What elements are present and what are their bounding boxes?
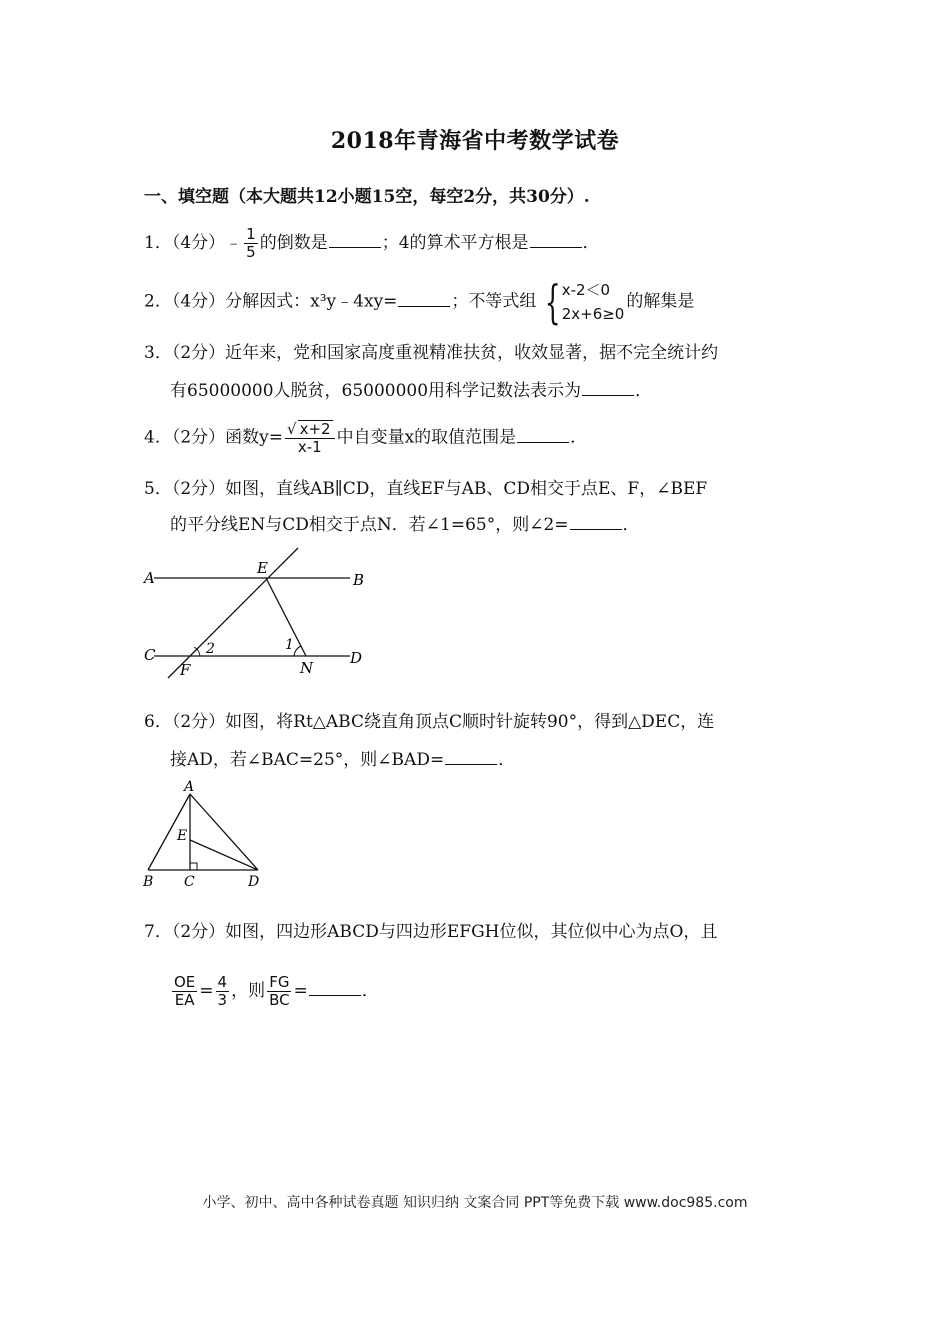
fraction — [172, 974, 197, 1009]
label-c: C — [184, 874, 195, 890]
question-text: 的倒数是 — [259, 233, 328, 253]
question-number: 4． — [144, 427, 172, 448]
question-7-line-2 — [170, 972, 379, 1010]
question-6-line-2 — [170, 748, 515, 772]
question-score: （2分） — [171, 922, 226, 942]
label-e: E — [257, 559, 268, 577]
label-angle-2: 2 — [206, 641, 215, 657]
answer-blank[interactable] — [445, 748, 497, 765]
answer-blank[interactable] — [582, 379, 634, 396]
question-number: 6． — [144, 712, 172, 732]
figure-q5 — [140, 545, 380, 685]
question-text: ． — [361, 981, 379, 1001]
numerator: FG — [269, 973, 290, 991]
label-a: A — [184, 779, 195, 795]
question-number: 5． — [144, 479, 172, 499]
question-number: 2． — [144, 291, 172, 312]
sqrt-icon: √ — [287, 420, 297, 438]
label-d: D — [248, 874, 260, 890]
label-f: F — [180, 661, 191, 679]
question-1 — [144, 226, 600, 261]
label-e: E — [177, 828, 188, 844]
question-text: 的平分线EN与CD相交于点N．若∠1=65°，则∠2= — [170, 515, 569, 535]
label-n: N — [300, 659, 314, 677]
numerator: OE — [174, 973, 196, 991]
denominator: 3 — [217, 991, 228, 1009]
page-footer: 小学、初中、高中各种试卷真题 知识归纳 文案合同 PPT等免费下载 www.doc985.com — [202, 1195, 748, 1211]
question-score: （4分） — [171, 291, 226, 312]
segment-ad — [190, 794, 258, 870]
label-c: C — [144, 646, 156, 664]
denominator: 5 — [246, 243, 256, 261]
section-heading: 一、填空题（本大题共12小题15空，每空2分，共30分）. — [144, 187, 590, 207]
fraction — [216, 974, 230, 1009]
question-text: 分解因式：x³y﹣4xy= — [225, 291, 398, 312]
question-text: 接AD，若∠BAC=25°，则∠BAD= — [170, 750, 445, 770]
question-score: （2分） — [171, 427, 226, 448]
answer-blank[interactable] — [517, 426, 569, 443]
denominator: EA — [174, 991, 195, 1009]
fraction — [244, 226, 258, 261]
question-text: 有65000000人脱贫，65000000用科学记数法表示为 — [170, 381, 582, 401]
answer-blank[interactable] — [570, 513, 622, 530]
label-b: B — [353, 571, 365, 589]
label-d: D — [350, 649, 363, 667]
question-6 — [144, 710, 714, 734]
question-text: 如图，将Rt△ABC绕直角顶点C顺时针旋转90°，得到△DEC，连 — [225, 712, 715, 732]
brace-icon: { — [545, 275, 562, 329]
angle-1-arc — [294, 646, 301, 656]
question-score: （2分） — [171, 479, 226, 499]
equals-sign: = — [199, 981, 214, 1001]
answer-blank[interactable] — [398, 290, 450, 307]
line-ef — [168, 548, 298, 678]
question-text: ． — [498, 750, 516, 770]
figure-q6 — [140, 778, 270, 890]
numerator: 4 — [217, 973, 228, 991]
question-score: （2分） — [171, 343, 226, 363]
question-7 — [144, 920, 717, 944]
question-text: 如图，四边形ABCD与四边形EFGH位似，其位似中心为点O，且 — [225, 922, 718, 942]
equals-sign: = — [293, 981, 308, 1001]
inequality-system — [538, 275, 625, 329]
question-text: 如图，直线AB∥CD，直线EF与AB、CD相交于点E、F，∠BEF — [225, 479, 708, 499]
question-text: 函数y= — [225, 427, 284, 448]
question-5 — [144, 477, 707, 501]
question-score: （4分） — [171, 233, 226, 253]
question-number: 1． — [144, 233, 172, 253]
denominator: BC — [269, 991, 290, 1009]
question-4 — [144, 420, 587, 456]
inequality-line: 2x+6≥0 — [561, 305, 625, 323]
question-score: （2分） — [171, 712, 226, 732]
denominator: x-1 — [297, 438, 322, 456]
question-3-line-2 — [170, 379, 652, 403]
question-text: ；4的算术平方根是 — [381, 233, 529, 253]
answer-blank[interactable] — [530, 231, 582, 248]
page-title: 2018年青海省中考数学试卷 — [330, 128, 620, 154]
question-text: ；不等式组 — [451, 291, 537, 312]
label-a: A — [144, 569, 155, 587]
radicand: x+2 — [299, 420, 331, 438]
fraction — [267, 974, 292, 1009]
question-text: 近年来，党和国家高度重视精准扶贫，收效显著，据不完全统计约 — [225, 343, 719, 363]
label-b: B — [143, 874, 154, 890]
question-text: 中自变量x的取值范围是 — [336, 427, 517, 448]
question-text: ，则 — [231, 981, 266, 1001]
question-text: ． — [635, 381, 653, 401]
right-angle-mark — [190, 863, 197, 870]
question-2 — [144, 275, 695, 329]
answer-blank[interactable] — [309, 979, 361, 996]
question-text: ． — [582, 233, 600, 253]
segment-ed — [190, 840, 258, 870]
question-number: 3． — [144, 343, 172, 363]
inequality-line: x-2＜0 — [561, 281, 611, 299]
numerator: 1 — [246, 225, 256, 243]
question-5-line-2 — [170, 513, 640, 537]
minus-sign: ﹣ — [225, 233, 243, 253]
question-text: ． — [622, 515, 640, 535]
label-angle-1: 1 — [285, 637, 294, 653]
question-3 — [144, 341, 718, 365]
question-text: 的解集是 — [626, 291, 695, 312]
question-text: ． — [570, 427, 588, 448]
question-number: 7． — [144, 922, 172, 942]
fraction — [285, 420, 335, 456]
answer-blank[interactable] — [329, 231, 381, 248]
